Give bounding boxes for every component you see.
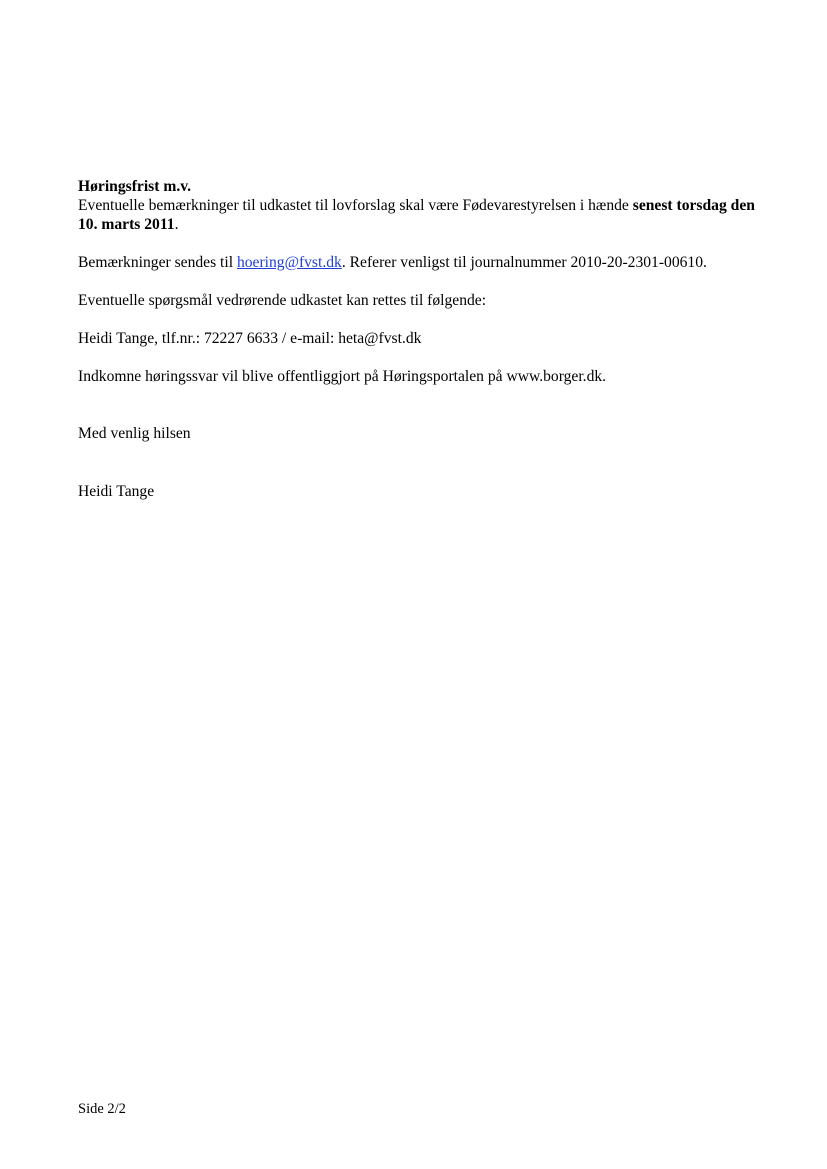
email-link[interactable]: hoering@fvst.dk <box>236 254 342 271</box>
document-body <box>78 177 778 501</box>
page-number: Side 2/2 <box>78 1101 126 1117</box>
deadline-date: senest torsdag den 10. marts 2011 <box>78 197 755 233</box>
publication-paragraph: Indkomne høringssvar vil blive offentliggjort på Høringsportalen på www.borger.dk. <box>78 368 607 385</box>
submission-paragraph <box>78 253 778 272</box>
section-heading: Høringsfrist m.v. <box>78 178 192 195</box>
journal-reference: . Referer venligst til journalnummer 2010-20-2301-00610. <box>341 254 707 271</box>
deadline-text: Eventuelle bemærkninger til udkastet til lovforslag skal være Fødevarestyrelsen i hænde <box>78 197 633 214</box>
submission-text: Bemærkninger sendes til <box>78 254 237 271</box>
closing-greeting: Med venlig hilsen <box>78 425 191 442</box>
deadline-paragraph <box>78 196 778 234</box>
deadline-period: . <box>174 216 179 233</box>
signature-name: Heidi Tange <box>78 483 155 500</box>
contact-paragraph: Heidi Tange, tlf.nr.: 72227 6633 / e-mail: heta@fvst.dk <box>78 330 422 347</box>
questions-paragraph: Eventuelle spørgsmål vedrørende udkastet kan rettes til følgende: <box>78 292 487 309</box>
